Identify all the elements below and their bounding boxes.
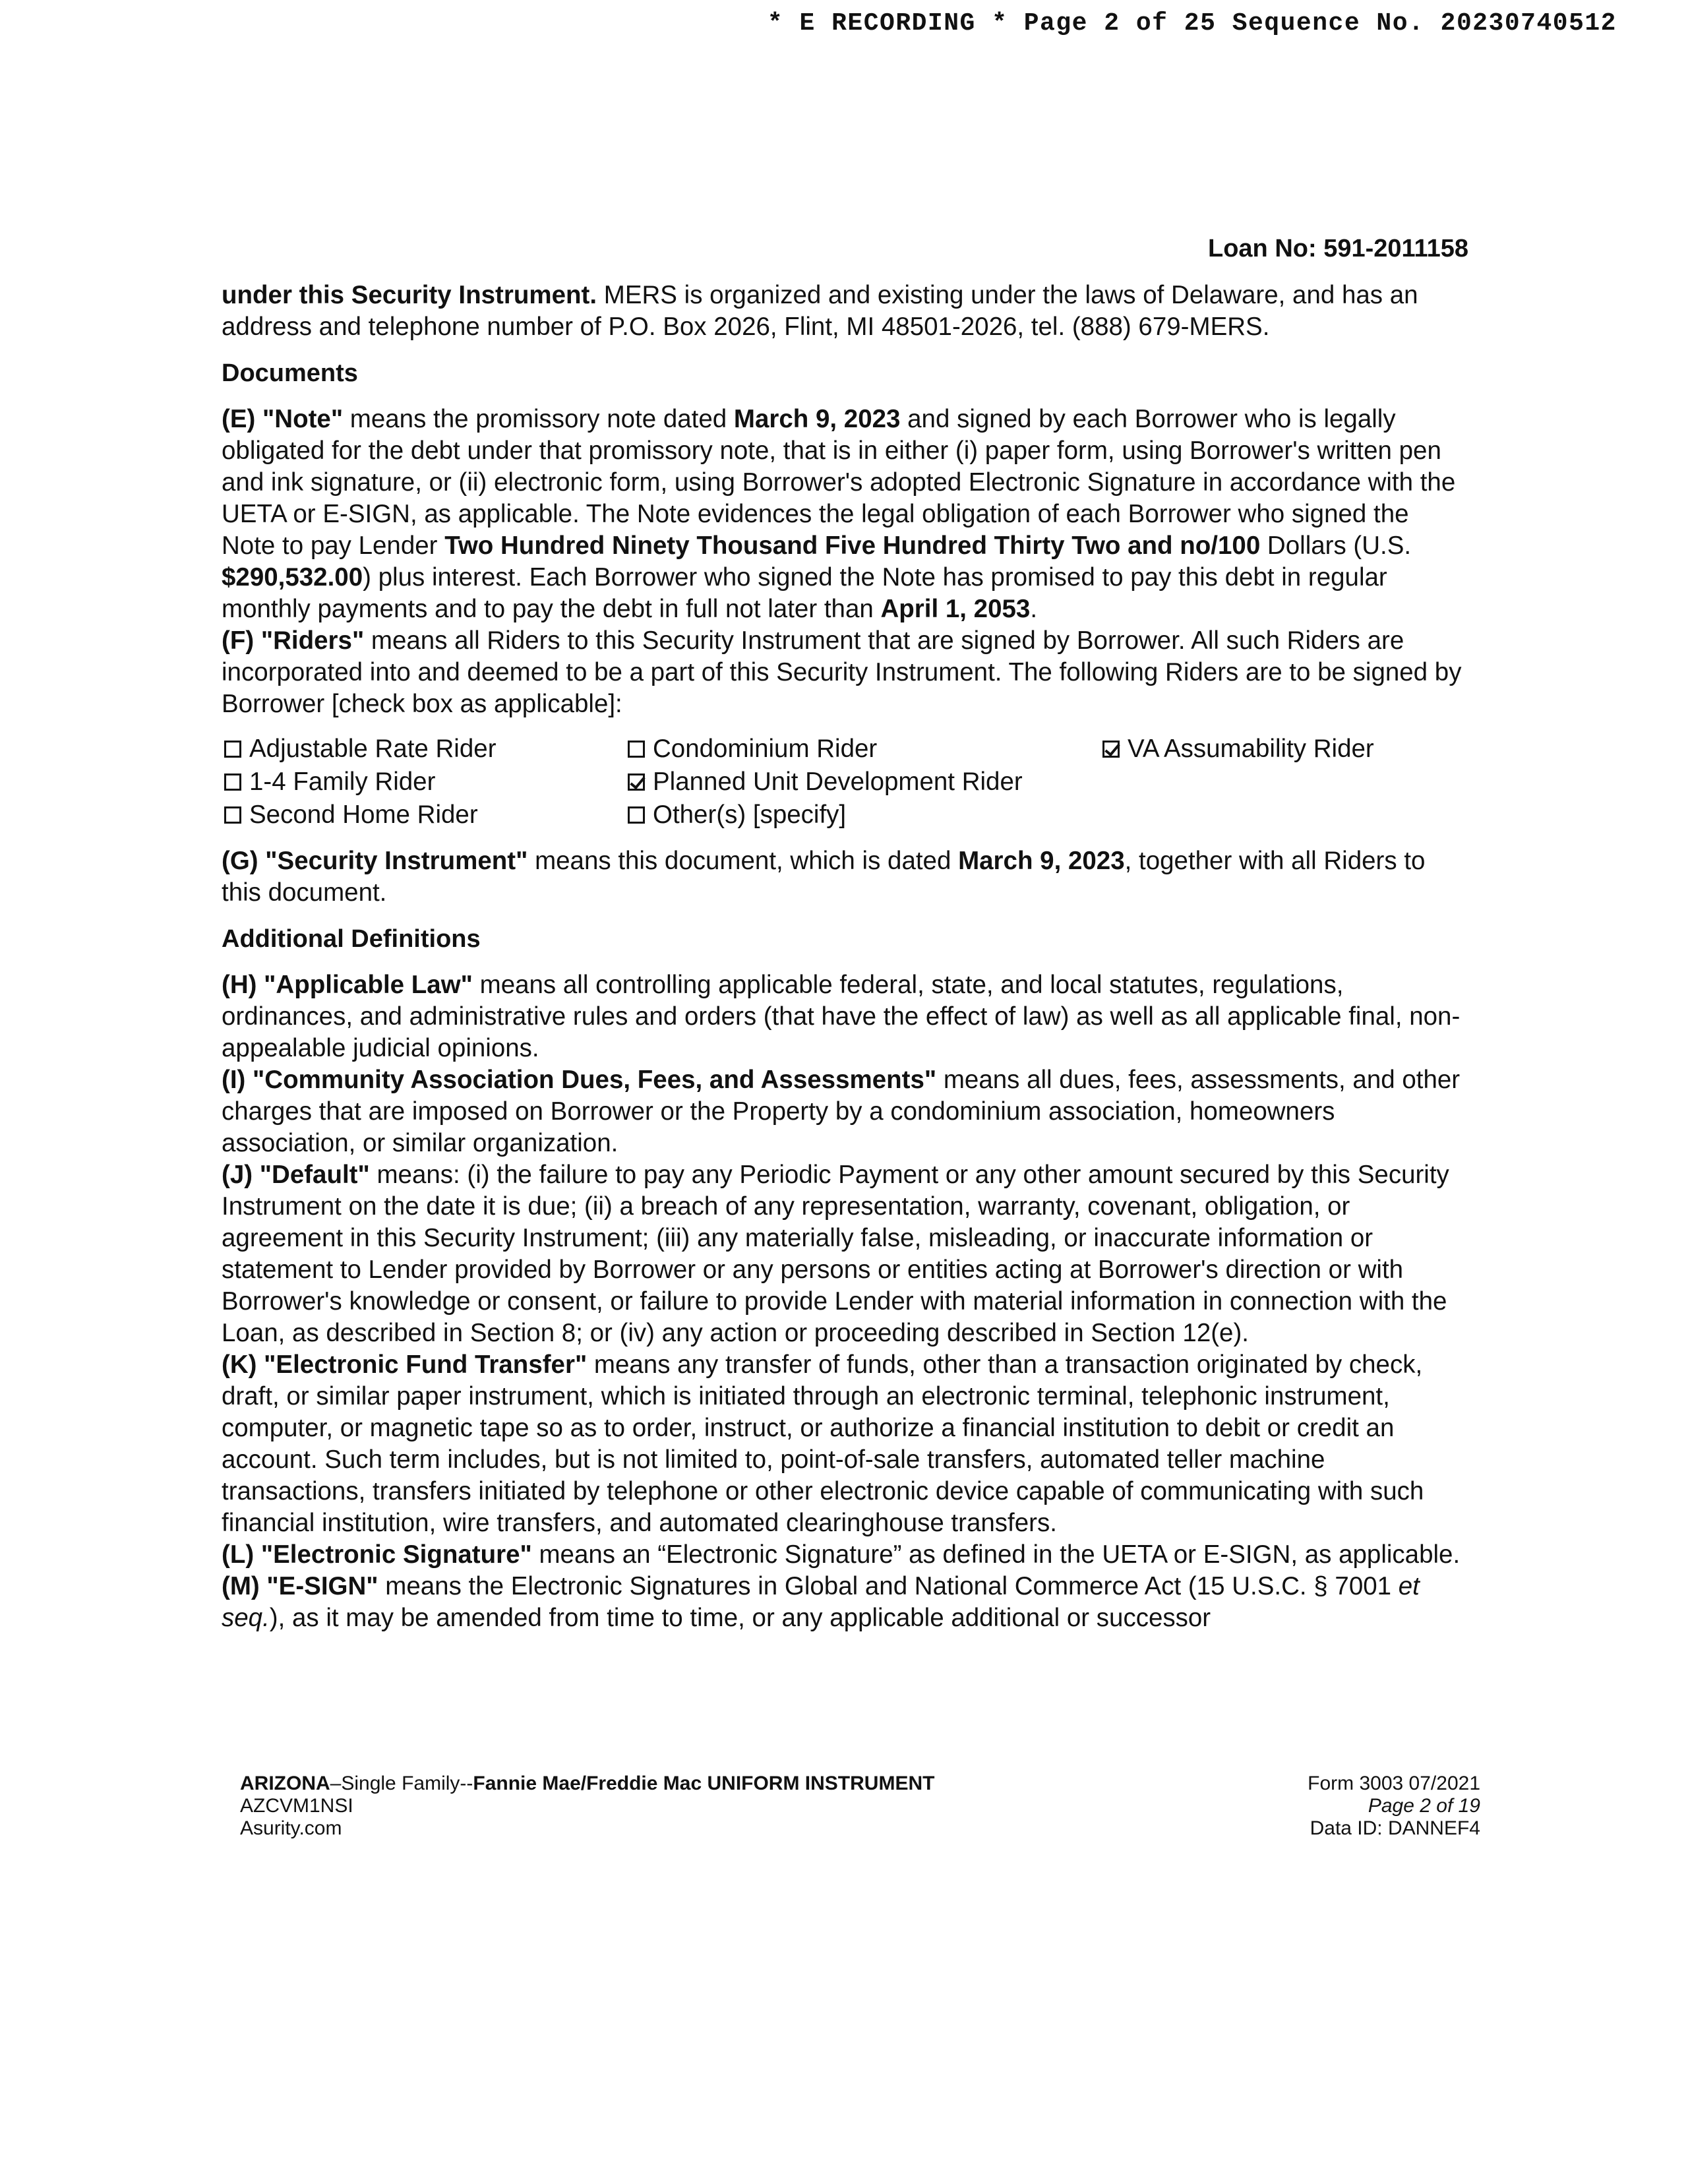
rider-adjustable-rate[interactable]: Adjustable Rate Rider [224, 733, 628, 765]
security-instrument-date: March 9, 2023 [958, 847, 1125, 875]
loan-amount: $290,532.00 [222, 563, 363, 592]
definition-term: "Security Instrument" [265, 847, 528, 875]
checkbox[interactable] [224, 741, 241, 758]
footer-page-number: Page 2 of 19 [1368, 1795, 1480, 1817]
definition-K: (K) "Electronic Fund Transfer" means any transfer of funds, other than a transaction originated by check, draft, or similar paper instrument, which is initiated through an electronic terminal, telephonic instrument, computer, or magnetic tape so as to order, instruct, or authorize a financial institution to debit or credit an account. Such term includes, but is not limited to, point-of-sale transfers, automated teller machine transactions, transfers initiated by telephone or other electronic device capable of communicating with such financial institution, wire transfers, and automated clearinghouse transfers. [222, 1350, 1424, 1537]
loan-number: Loan No: 591-2011158 [1208, 235, 1468, 262]
checkbox[interactable] [224, 774, 241, 791]
checkbox[interactable] [224, 806, 241, 824]
definition-G: (G) "Security Instrument" means this document, which is dated March 9, 2023, together with all Riders to this document. [222, 847, 1426, 907]
definition-term: "E-SIGN" [266, 1572, 378, 1600]
definition-M: (M) "E-SIGN" means the Electronic Signatures in Global and National Commerce Act (15 U.S.C. § 7001 et seq.), as it may be amended from time to time, or any applicable additional or successor [222, 1572, 1420, 1632]
definition-term: "Applicable Law" [264, 971, 473, 999]
recording-stamp: * E RECORDING * Page 2 of 25 Sequence No. 20230740512 [767, 9, 1617, 38]
definition-term: "Electronic Signature" [260, 1540, 532, 1569]
section-heading-documents: Documents [222, 359, 358, 387]
riders-checklist [224, 733, 1468, 831]
checkbox-checked[interactable] [1102, 741, 1120, 758]
intro-text: MERS is organized and existing under the laws of Delaware, and has an address and telephone number of P.O. Box 2026, Flint, MI 48501-2026, tel. (888) 679-MERS. [222, 281, 1418, 341]
footer-form-number: Form 3003 07/2021 [1308, 1773, 1480, 1794]
document-body [222, 280, 1468, 1634]
definition-term: "Community Association Dues, Fees, and Assessments" [253, 1066, 937, 1094]
definition-E: (E) "Note" means the promissory note dated March 9, 2023 and signed by each Borrower who is legally obligated for the debt under that promissory note, that is in either (i) paper form, using Borrower's written pen and ink signature, or (ii) electronic form, using Borrower's adopted Electronic Signature in accordance with the UETA or E-SIGN, as applicable. The Note evidences the legal obligation of each Borrower who signed the Note to pay Lender Two Hundred Ninety Thousand Five Hundred Thirty Two and no/100 Dollars (U.S. $290,532.00) plus interest. Each Borrower who signed the Note has promised to pay this debt in regular monthly payments and to pay the debt in full not later than April 1, 2053. [222, 405, 1456, 623]
footer-code: AZCVM1NSI [240, 1795, 353, 1817]
definition-term: "Electronic Fund Transfer" [264, 1350, 588, 1379]
definition-term: "Note" [262, 405, 344, 433]
rider-1-4-family[interactable]: 1-4 Family Rider [224, 766, 628, 798]
definition-H: (H) "Applicable Law" means all controlling applicable federal, state, and local statutes, regulations, ordinances, and administrative rules and orders (that have the effect of law) as well as all applicable final, non-appealable judicial opinions. [222, 971, 1461, 1062]
footer-left [240, 1773, 934, 1840]
definition-term: "Default" [259, 1161, 370, 1189]
definition-term: "Riders" [260, 626, 365, 655]
rider-planned-unit-development[interactable]: Planned Unit Development Rider [628, 766, 1102, 798]
checkbox-checked[interactable] [628, 774, 645, 791]
footer-data-id: Data ID: DANNEF4 [1310, 1817, 1480, 1839]
rider-va-assumability[interactable]: VA Assumability Rider [1102, 733, 1445, 765]
rider-second-home[interactable]: Second Home Rider [224, 799, 628, 831]
intro-lead: under this Security Instrument. [222, 281, 597, 309]
section-heading-additional-definitions: Additional Definitions [222, 925, 481, 953]
footer-form-title: ARIZONA–Single Family--Fannie Mae/Freddie Mac UNIFORM INSTRUMENT [240, 1773, 935, 1794]
rider-condominium[interactable]: Condominium Rider [628, 733, 1102, 765]
intro-paragraph [222, 280, 1468, 343]
footer-site: Asurity.com [240, 1817, 342, 1839]
definition-J: (J) "Default" means: (i) the failure to pay any Periodic Payment or any other amount secured by this Security Instrument on the date it is due; (ii) a breach of any representation, warranty, covenant, obligation, or agreement in this Security Instrument; (iii) any materially false, misleading, or inaccurate information or statement to Lender provided by Borrower or any persons or entities acting at Borrower's direction or with Borrower's knowledge or consent, or failure to provide Lender with material information in connection with the Loan, as described in Section 8; or (iv) any action or proceeding described in Section 12(e). [222, 1161, 1449, 1347]
rider-other[interactable]: Other(s) [specify] [628, 799, 1102, 831]
definition-F: (F) "Riders" means all Riders to this Security Instrument that are signed by Borrower. All such Riders are incorporated into and deemed to be a part of this Security Instrument. The following Riders are to be signed by Borrower [check box as applicable]: [222, 626, 1462, 718]
definition-I: (I) "Community Association Dues, Fees, and Assessments" means all dues, fees, assessments, and other charges that are imposed on Borrower or the Property by a condominium association, homeowners association, or similar organization. [222, 1066, 1461, 1157]
loan-amount-words: Two Hundred Ninety Thousand Five Hundred Thirty Two and no/100 [444, 531, 1261, 560]
footer-right [1308, 1773, 1480, 1840]
note-date: March 9, 2023 [733, 405, 901, 433]
maturity-date: April 1, 2053 [880, 595, 1031, 623]
latin-term: et seq. [222, 1572, 1420, 1632]
checkbox[interactable] [628, 806, 645, 824]
checkbox[interactable] [628, 741, 645, 758]
definition-L: (L) "Electronic Signature" means an “Electronic Signature” as defined in the UETA or E-SIGN, as applicable. [222, 1540, 1461, 1569]
rider-empty-cell [1102, 766, 1445, 798]
